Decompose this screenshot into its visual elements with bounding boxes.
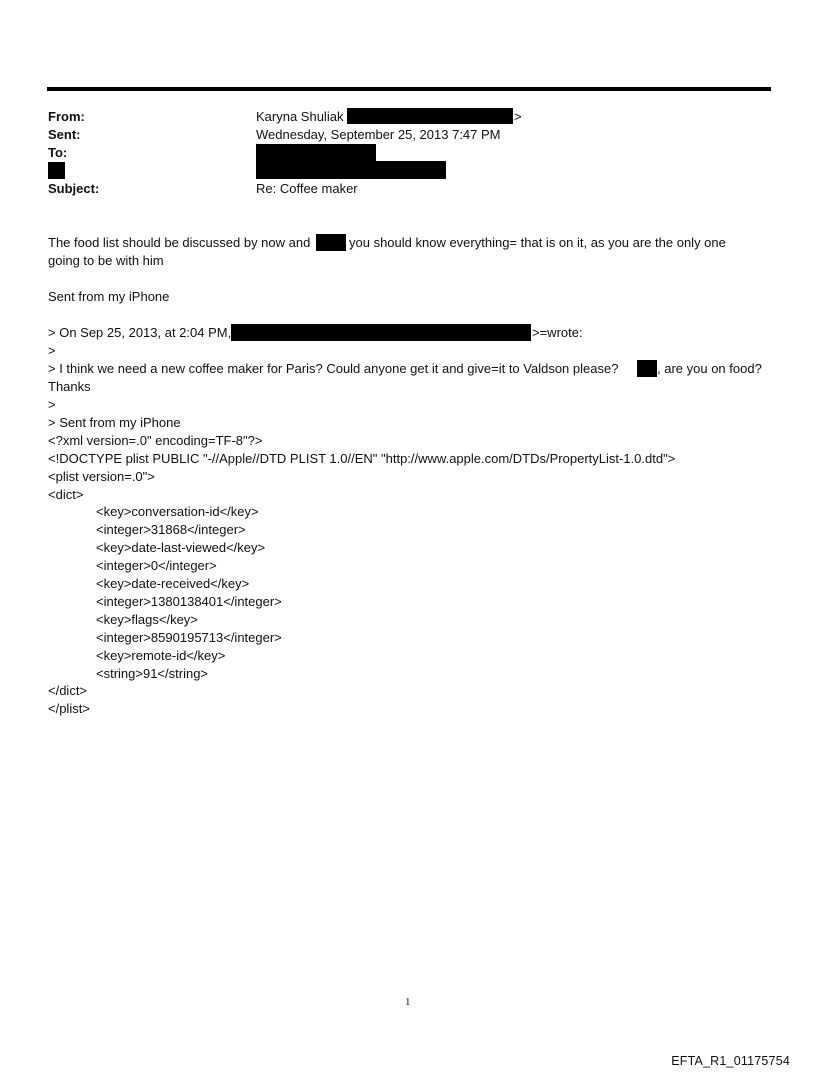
body-line-1a: The food list should be discussed by now and <box>48 235 311 250</box>
quote-marker: > <box>48 397 56 412</box>
from-name: Karyna Shuliak <box>256 109 344 124</box>
plist-line: <integer>0</integer> <box>96 558 217 573</box>
plist-line: <integer>31868</integer> <box>96 522 246 537</box>
plist-line: <!DOCTYPE plist PUBLIC "-//Apple//DTD PLIST 1.0//EN" "http://www.apple.com/DTDs/PropertyList-1.0.dtd"> <box>48 451 676 466</box>
subject-label: Subject: <box>48 181 100 196</box>
plist-line: </dict> <box>48 683 88 698</box>
quote-text-b: , are you on food? <box>657 361 762 376</box>
quote-thanks: Thanks <box>48 379 91 394</box>
redaction-body-name-2 <box>637 360 657 377</box>
body-line-1b: you should know everything= that is on it, as you are the only one <box>349 235 726 250</box>
plist-line: <integer>1380138401</integer> <box>96 594 282 609</box>
from-suffix: > <box>514 109 522 124</box>
plist-line: <key>conversation-id</key> <box>96 504 259 519</box>
plist-line: <key>remote-id</key> <box>96 648 226 663</box>
quote-text-a: > I think we need a new coffee maker for Paris? Could anyone get it and give=it to Valdson please? <box>48 361 619 376</box>
subject-value: Re: Coffee maker <box>256 181 358 196</box>
redaction-to-1 <box>256 144 376 161</box>
redaction-body-name-1 <box>316 234 346 251</box>
header-rule <box>47 87 771 91</box>
quote-sent-from: > Sent from my iPhone <box>48 415 181 430</box>
body-line-2: going to be with him <box>48 253 164 268</box>
plist-line: <integer>8590195713</integer> <box>96 630 282 645</box>
redaction-quote-sender <box>231 324 531 341</box>
quote-marker: > <box>48 343 56 358</box>
plist-line: </plist> <box>48 701 90 716</box>
quote-wrote: >=wrote: <box>532 325 583 340</box>
redaction-to-2 <box>256 161 446 179</box>
sent-value: Wednesday, September 25, 2013 7:47 PM <box>256 127 501 142</box>
plist-line: <?xml version=.0" encoding=TF-8"?> <box>48 433 263 448</box>
document-id: EFTA_R1_01175754 <box>671 1054 790 1068</box>
plist-line: <key>flags</key> <box>96 612 198 627</box>
quote-header: > On Sep 25, 2013, at 2:04 PM, <box>48 325 232 340</box>
plist-line: <dict> <box>48 487 84 502</box>
sent-label: Sent: <box>48 127 81 142</box>
to-label: To: <box>48 145 68 160</box>
redaction-cc-label <box>48 162 65 179</box>
from-label: From: <box>48 109 85 124</box>
page-number: 1 <box>405 996 411 1008</box>
plist-line: <key>date-last-viewed</key> <box>96 540 266 555</box>
plist-line: <key>date-received</key> <box>96 576 250 591</box>
plist-line: <plist version=.0"> <box>48 469 155 484</box>
sent-from-iphone: Sent from my iPhone <box>48 289 170 304</box>
redaction-from-email <box>347 108 513 124</box>
plist-line: <string>91</string> <box>96 666 209 681</box>
